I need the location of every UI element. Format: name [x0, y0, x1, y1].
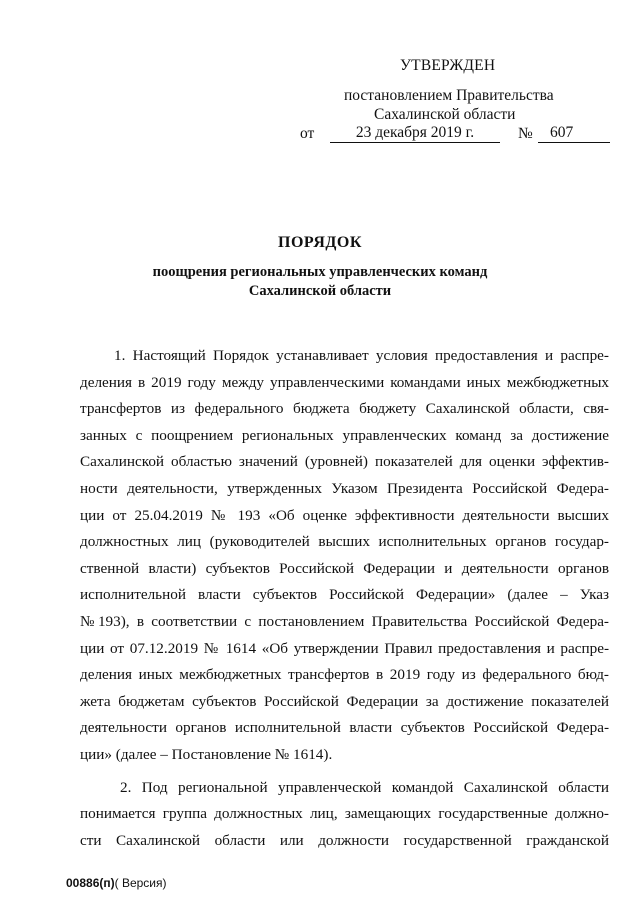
paragraph-1-line: ственной власти) субъектов Российской Федерации и деятельности органов [80, 559, 609, 577]
approval-line-resolution: постановлением Правительства [344, 87, 554, 104]
approval-heading: УТВЕРЖДЕН [400, 57, 496, 74]
paragraph-1-line: должностных лиц (руководителей высших исполнительных органов государ- [80, 533, 609, 551]
approval-number: 607 [538, 124, 610, 143]
paragraph-1-line: занных с поощрением региональных управленческих команд за достижение [80, 426, 609, 444]
paragraph-2-line: 2. Под региональной управленческой командой Сахалинской области [120, 778, 609, 796]
paragraph-1-line: деятельности органов исполнительной власти субъектов Российской Федера- [80, 719, 609, 737]
approval-from-label: от [300, 125, 315, 142]
document-subtitle-line2: Сахалинской области [248, 283, 392, 299]
paragraph-1-line: жета бюджетам субъектов Российской Федерации за достижение показателей [80, 692, 609, 710]
footer-version: ( Версия) [114, 876, 167, 890]
document-body [80, 343, 609, 854]
document-title: ПОРЯДОК [278, 234, 362, 251]
approval-line-region: Сахалинской области [374, 106, 516, 123]
paragraph-1-line: ности деятельности, утвержденных Указом Президента Российской Федера- [80, 479, 609, 497]
paragraph-1-line: трансфертов из федерального бюджета бюджету Сахалинской области, свя- [80, 400, 609, 418]
paragraph-2-line: сти Сахалинской области или должности государственной гражданской [80, 831, 609, 849]
document-footer [66, 876, 167, 890]
document-subtitle-line1: поощрения региональных управленческих команд [152, 264, 488, 280]
approval-date-line [300, 124, 610, 146]
paragraph-1-line: №193), в соответствии с постановлением Правительства Российской Федера- [80, 612, 609, 630]
paragraph-1-line: Сахалинской областью значений (уровней) показателей для оценки эффектив- [80, 453, 609, 471]
paragraph-1-line: исполнительной власти субъектов Российской Федерации» (далее – Указ [80, 586, 609, 604]
paragraph-1-line: 1. Настоящий Порядок устанавливает условия предоставления и распре- [114, 347, 609, 364]
footer-code: 00886(п) [66, 876, 115, 890]
approval-date: 23 декабря 2019 г. [330, 124, 500, 143]
paragraph-2-line: понимается группа должностных лиц, замещающих государственные должно- [80, 805, 609, 823]
paragraph-1-line: деления иных межбюджетных трансфертов в 2019 году из федерального бюд- [80, 666, 609, 684]
paragraph-1-line: ции» (далее – Постановление № 1614). [80, 745, 333, 763]
approval-number-sign: № [518, 125, 533, 142]
paragraph-1-line: деления в 2019 году между управленческими командами иных межбюджетных [80, 373, 609, 391]
paragraph-1-line: ции от 07.12.2019 № 1614 «Об утверждении Правил предоставления и распре- [80, 639, 609, 657]
paragraph-1-line: ции от 25.04.2019 № 193 «Об оценке эффективности деятельности высших [80, 506, 609, 524]
